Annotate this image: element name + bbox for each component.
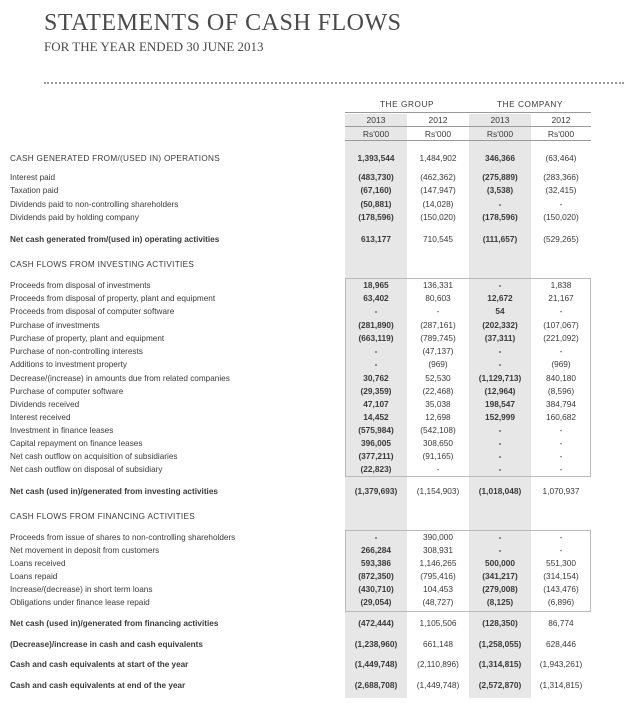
row-value: (314,154) — [543, 571, 579, 581]
row-value: (22,823) — [360, 464, 392, 474]
row-label: Net cash (used in)/generated from financing activities — [10, 619, 219, 628]
row-value: 12,698 — [425, 412, 451, 422]
table-row — [0, 234, 624, 245]
row-value: - — [559, 451, 563, 461]
unit-header-group-2012: Rs'000 — [424, 129, 452, 139]
year-header-group-2013: 2013 — [366, 115, 386, 125]
row-value: (377,211) — [358, 451, 394, 461]
table-row — [0, 306, 624, 317]
row-value: (1,154,903) — [416, 486, 460, 496]
dotted-divider — [44, 82, 624, 84]
row-value: (283,366) — [543, 172, 579, 182]
row-value: 396,005 — [361, 438, 391, 448]
row-value: - — [374, 346, 378, 356]
row-value: 1,393,544 — [357, 153, 395, 163]
row-value: - — [436, 306, 440, 316]
row-value: 35,038 — [425, 399, 451, 409]
row-value: (462,362) — [420, 172, 456, 182]
unit-header-rule — [345, 140, 591, 141]
company-header: THE COMPANY — [496, 100, 564, 109]
row-label: Purchase of investments — [10, 321, 100, 330]
row-value: - — [559, 346, 563, 356]
row-label: CASH GENERATED FROM/(USED IN) OPERATIONS — [10, 154, 221, 163]
row-label: Additions to investment property — [10, 360, 127, 369]
row-label: Proceeds from disposal of investments — [10, 281, 151, 290]
row-value: - — [559, 199, 563, 209]
row-value: 628,446 — [546, 639, 576, 649]
row-value: (221,092) — [543, 333, 579, 343]
row-value: - — [559, 532, 563, 542]
table-row — [0, 185, 624, 196]
table-row — [0, 464, 624, 475]
row-label: Net cash (used in)/generated from investing activities — [10, 487, 218, 496]
row-value: 500,000 — [485, 558, 515, 568]
row-value: 21,167 — [548, 293, 574, 303]
row-value: (795,416) — [420, 571, 456, 581]
row-value: 840,180 — [546, 373, 576, 383]
row-value: (1,943,261) — [539, 659, 583, 669]
row-label: Capital repayment on finance leases — [10, 439, 143, 448]
row-value: (430,710) — [358, 584, 394, 594]
row-value: (1,258,055) — [478, 639, 522, 649]
row-value: (287,161) — [420, 320, 456, 330]
row-label: Dividends paid to non-controlling shareholders — [10, 200, 179, 209]
row-value: (575,984) — [358, 425, 394, 435]
row-value: (1,238,960) — [354, 639, 398, 649]
table-row — [0, 386, 624, 397]
row-value: (1,314,815) — [539, 680, 583, 690]
row-value: (12,964) — [484, 386, 516, 396]
row-value: (150,020) — [543, 212, 579, 222]
row-value: - — [498, 280, 502, 290]
table-row — [0, 412, 624, 423]
table-row — [0, 359, 624, 370]
table-row — [0, 212, 624, 223]
row-value: (281,890) — [358, 320, 394, 330]
row-value: - — [498, 451, 502, 461]
row-value: - — [374, 532, 378, 542]
row-label: Dividends received — [10, 400, 80, 409]
year-header-rule — [345, 126, 591, 127]
table-row — [0, 199, 624, 210]
table-row — [0, 571, 624, 582]
row-value: - — [498, 359, 502, 369]
row-value: (47,137) — [422, 346, 454, 356]
row-value: (202,332) — [482, 320, 518, 330]
row-value: 80,603 — [425, 293, 451, 303]
row-value: - — [498, 464, 502, 474]
row-label: Proceeds from disposal of computer software — [10, 307, 175, 316]
row-label: Obligations under finance lease repaid — [10, 598, 150, 607]
row-label: Increase/(decrease) in short term loans — [10, 585, 153, 594]
table-row — [0, 618, 624, 629]
row-value: (1,449,748) — [416, 680, 460, 690]
row-label: Net cash outflow on acquisition of subsidiaries — [10, 452, 178, 461]
row-value: (107,067) — [543, 320, 579, 330]
row-value: (178,596) — [358, 212, 394, 222]
row-value: 12,672 — [487, 293, 513, 303]
row-value: (279,008) — [482, 584, 518, 594]
row-value: 1,146,265 — [419, 558, 457, 568]
row-value: (483,730) — [358, 172, 394, 182]
row-label: Loans received — [10, 559, 66, 568]
row-value: (275,889) — [482, 172, 518, 182]
row-label: Cash and cash equivalents at end of the year — [10, 681, 186, 690]
row-value: - — [559, 545, 563, 555]
table-row — [0, 597, 624, 608]
row-label: (Decrease)/increase in cash and cash equivalents — [10, 640, 203, 649]
row-value: (341,217) — [482, 571, 518, 581]
row-value: (1,129,713) — [478, 373, 522, 383]
row-label: CASH FLOWS FROM FINANCING ACTIVITIES — [10, 512, 196, 521]
company-header-rule — [469, 112, 591, 113]
row-value: 308,931 — [423, 545, 453, 555]
row-value: (32,415) — [545, 185, 577, 195]
row-value: (2,688,708) — [354, 680, 398, 690]
row-value: (6,896) — [547, 597, 575, 607]
row-value: 14,452 — [363, 412, 389, 422]
row-value: 551,300 — [546, 558, 576, 568]
row-value: (67,160) — [360, 185, 392, 195]
row-value: 710,545 — [423, 234, 453, 244]
row-value: (663,119) — [358, 333, 394, 343]
row-label: Purchase of non-controlling interests — [10, 347, 143, 356]
row-label: Net movement in deposit from customers — [10, 546, 160, 555]
row-value: (872,350) — [358, 571, 394, 581]
table-row — [0, 639, 624, 650]
row-value: 18,965 — [363, 280, 389, 290]
row-value: (37,311) — [484, 333, 516, 343]
row-value: - — [498, 438, 502, 448]
row-value: 152,999 — [485, 412, 515, 422]
table-row — [0, 511, 624, 522]
row-value: - — [559, 438, 563, 448]
table-row — [0, 172, 624, 183]
row-value: 52,530 — [425, 373, 451, 383]
row-label: Loans repaid — [10, 572, 58, 581]
table-row — [0, 425, 624, 436]
row-value: 661,148 — [423, 639, 453, 649]
row-label: Net cash generated from/(used in) operating activities — [10, 235, 220, 244]
row-value: (1,314,815) — [478, 659, 522, 669]
row-value: (29,359) — [360, 386, 392, 396]
row-value: - — [436, 464, 440, 474]
row-value: (48,727) — [422, 597, 454, 607]
row-value: 1,070,937 — [542, 486, 580, 496]
year-header-company-2013: 2013 — [490, 115, 510, 125]
row-label: Interest received — [10, 413, 71, 422]
row-value: 1,105,506 — [419, 618, 457, 628]
row-value: - — [498, 545, 502, 555]
table-row — [0, 320, 624, 331]
row-value: (22,468) — [422, 386, 454, 396]
table-row — [0, 438, 624, 449]
unit-header-company-2012: Rs'000 — [547, 129, 575, 139]
row-value: - — [498, 346, 502, 356]
row-value: - — [498, 532, 502, 542]
row-value: 30,762 — [363, 373, 389, 383]
row-label: Proceeds from issue of shares to non-controlling shareholders — [10, 533, 236, 542]
table-row — [0, 659, 624, 670]
table-row — [0, 399, 624, 410]
year-header-group-2012: 2012 — [428, 115, 448, 125]
row-label: Dividends paid by holding company — [10, 213, 139, 222]
table-row — [0, 680, 624, 691]
table-row — [0, 346, 624, 357]
unit-header-group-2013: Rs'000 — [362, 129, 390, 139]
row-value: (143,476) — [543, 584, 579, 594]
row-value: 308,650 — [423, 438, 453, 448]
table-row — [0, 545, 624, 556]
row-value: (147,947) — [420, 185, 456, 195]
row-label: Decrease/(increase) in amounts due from related companies — [10, 374, 230, 383]
row-value: (529,265) — [543, 234, 579, 244]
row-value: (8,125) — [486, 597, 514, 607]
table-row — [0, 293, 624, 304]
row-label: Investment in finance leases — [10, 426, 114, 435]
table-row — [0, 451, 624, 462]
row-value: (8,596) — [547, 386, 575, 396]
row-value: 266,284 — [361, 545, 391, 555]
row-value: 593,386 — [361, 558, 391, 568]
row-value: (14,028) — [422, 199, 454, 209]
year-header-company-2012: 2012 — [551, 115, 571, 125]
row-value: 160,682 — [546, 412, 576, 422]
row-value: (91,165) — [422, 451, 454, 461]
row-label: Cash and cash equivalents at start of the year — [10, 660, 189, 669]
row-value: (128,350) — [482, 618, 518, 628]
row-value: 86,774 — [548, 618, 574, 628]
row-value: 136,331 — [423, 280, 453, 290]
row-value: (969) — [551, 359, 571, 369]
row-label: Interest paid — [10, 173, 56, 182]
row-value: 198,547 — [485, 399, 515, 409]
group-header: THE GROUP — [379, 100, 435, 109]
row-label: Purchase of property, plant and equipment — [10, 334, 165, 343]
row-value: (1,449,748) — [354, 659, 398, 669]
group-header-rule — [345, 112, 469, 113]
row-value: - — [374, 359, 378, 369]
table-row — [0, 373, 624, 384]
row-value: (150,020) — [420, 212, 456, 222]
row-label: CASH FLOWS FROM INVESTING ACTIVITIES — [10, 260, 195, 269]
row-value: (1,379,693) — [354, 486, 398, 496]
table-row — [0, 558, 624, 569]
row-value: 54 — [495, 306, 505, 316]
row-value: - — [559, 425, 563, 435]
unit-header-company-2013: Rs'000 — [486, 129, 514, 139]
row-value: (2,110,896) — [417, 659, 459, 669]
row-label: Taxation paid — [10, 186, 59, 195]
row-value: (789,745) — [420, 333, 456, 343]
row-value: - — [559, 306, 563, 316]
table-row — [0, 333, 624, 344]
table-row — [0, 153, 624, 164]
row-label: Proceeds from disposal of property, plant and equipment — [10, 294, 216, 303]
row-value: 346,366 — [485, 153, 515, 163]
row-value: (63,464) — [545, 153, 577, 163]
row-value: - — [559, 464, 563, 474]
row-value: (29,054) — [360, 597, 392, 607]
row-label: Net cash outflow on disposal of subsidiary — [10, 465, 163, 474]
row-value: - — [374, 306, 378, 316]
row-value: (472,444) — [358, 618, 394, 628]
row-value: (50,881) — [360, 199, 392, 209]
table-row — [0, 486, 624, 497]
row-label: Purchase of computer software — [10, 387, 124, 396]
row-value: 63,402 — [363, 293, 389, 303]
table-row — [0, 584, 624, 595]
row-value: 1,838 — [550, 280, 572, 290]
row-value: (969) — [428, 359, 448, 369]
row-value: - — [498, 199, 502, 209]
row-value: 384,794 — [546, 399, 576, 409]
row-value: 47,107 — [363, 399, 389, 409]
row-value: (2,572,870) — [478, 680, 522, 690]
row-value: (3,538) — [486, 185, 514, 195]
page-subtitle: FOR THE YEAR ENDED 30 JUNE 2013 — [44, 39, 264, 54]
row-value: - — [498, 425, 502, 435]
row-value: 390,000 — [423, 532, 453, 542]
table-row — [0, 280, 624, 291]
row-value: (111,657) — [482, 234, 518, 244]
row-value: 104,453 — [423, 584, 453, 594]
row-value: 613,177 — [361, 234, 391, 244]
row-value: (542,108) — [420, 425, 456, 435]
row-value: (178,596) — [482, 212, 518, 222]
page-title: STATEMENTS OF CASH FLOWS — [44, 10, 402, 36]
row-value: (1,018,048) — [478, 486, 522, 496]
table-row — [0, 532, 624, 543]
row-value: 1,484,902 — [419, 153, 457, 163]
table-row — [0, 259, 624, 270]
